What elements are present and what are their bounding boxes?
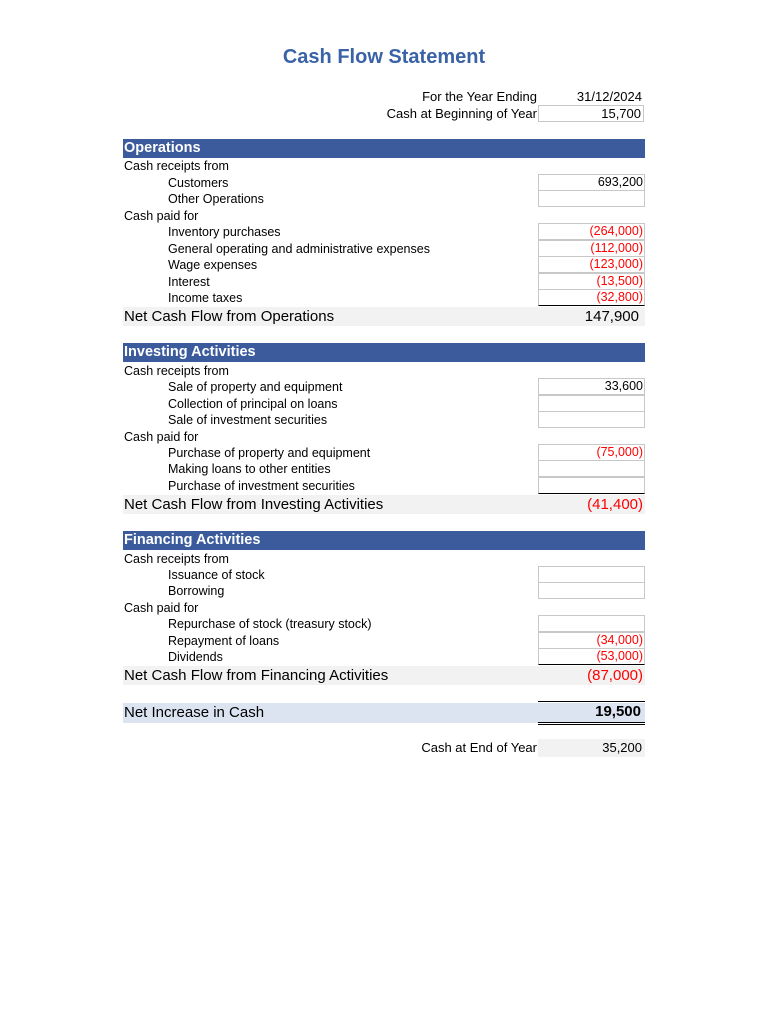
section-subheading: Cash receipts from [124,364,229,378]
cash-end-value: 35,200 [538,739,645,757]
line-item-label: Making loans to other entities [168,462,331,476]
line-item-value[interactable]: 693,200 [538,174,645,191]
line-item-label: Repurchase of stock (treasury stock) [168,617,372,631]
cash-begin-label: Cash at Beginning of Year [386,106,537,121]
line-item-value[interactable] [538,566,645,583]
line-item-value[interactable] [538,615,645,632]
operations-heading: Operations [123,139,645,158]
net-increase-row [123,703,645,723]
cash-end-row [123,739,645,757]
line-item-label: Inventory purchases [168,225,281,239]
line-item-label: General operating and administrative expenses [168,242,430,256]
line-item-label: Sale of property and equipment [168,380,343,394]
section-subheading: Cash paid for [124,430,199,444]
line-item-value[interactable] [538,190,645,207]
line-item-value[interactable] [538,460,645,477]
line-item-label: Repayment of loans [168,634,280,648]
line-item-value[interactable] [538,411,645,428]
operations-paid-label-row [123,208,645,224]
section-subheading: Cash paid for [124,209,199,223]
net-cash-investing-row [123,495,645,514]
year-ending-value[interactable]: 31/12/2024 [576,89,642,104]
net-cash-operations-row [123,307,645,326]
line-item [123,175,645,191]
line-item-label: Collection of principal on loans [168,397,338,411]
investing-receipts-label-row [123,363,645,379]
line-item-value[interactable]: (32,800) [538,289,645,306]
line-item [123,649,645,665]
net-cash-investing-label: Net Cash Flow from Investing Activities [124,496,384,513]
line-item [123,461,645,477]
line-item-label: Wage expenses [168,258,258,272]
line-item [123,241,645,257]
line-item [123,379,645,395]
line-item-value[interactable]: (53,000) [538,648,645,665]
line-item [123,445,645,461]
net-increase-value: 19,500 [538,701,645,725]
line-item-label: Dividends [168,650,223,664]
line-item [123,191,645,207]
line-item-value[interactable]: 33,600 [538,378,645,395]
section-subheading: Cash receipts from [124,159,229,173]
investing-paid-label-row [123,429,645,445]
line-item-value[interactable]: (123,000) [538,256,645,273]
line-item [123,633,645,649]
section-subheading: Cash paid for [124,601,199,615]
line-item [123,290,645,306]
line-item-label: Issuance of stock [168,568,265,582]
line-item [123,412,645,428]
line-item [123,224,645,240]
operations-receipts-label-row [123,158,645,174]
net-cash-operations-value: 147,900 [584,308,639,325]
line-item [123,257,645,273]
line-item [123,274,645,290]
line-item-label: Purchase of investment securities [168,479,355,493]
cash-end-label: Cash at End of Year [421,740,537,755]
net-cash-operations-label: Net Cash Flow from Operations [124,308,335,325]
section-subheading: Cash receipts from [124,552,229,566]
line-item-label: Borrowing [168,584,225,598]
line-item-value[interactable]: (34,000) [538,632,645,649]
line-item-label: Sale of investment securities [168,413,328,427]
line-item-label: Customers [168,176,229,190]
line-item-value[interactable]: (112,000) [538,240,645,257]
line-item-value[interactable]: (75,000) [538,444,645,461]
cash-begin-value[interactable]: 15,700 [538,105,644,122]
page-title: Cash Flow Statement [282,46,486,68]
line-item-label: Other Operations [168,192,264,206]
net-cash-financing-label: Net Cash Flow from Financing Activities [124,667,389,684]
line-item-value[interactable] [538,477,645,494]
line-item-value[interactable]: (264,000) [538,223,645,240]
line-item-label: Purchase of property and equipment [168,446,371,460]
financing-paid-label-row [123,600,645,616]
investing-heading: Investing Activities [123,343,645,362]
net-cash-financing-value: (87,000) [587,667,643,684]
line-item-label: Income taxes [168,291,243,305]
net-cash-financing-row [123,666,645,685]
line-item-value[interactable]: (13,500) [538,273,645,290]
line-item [123,396,645,412]
year-ending-label: For the Year Ending [422,89,537,104]
line-item-label: Interest [168,275,210,289]
line-item-value[interactable] [538,395,645,412]
line-item-value[interactable] [538,582,645,599]
line-item [123,583,645,599]
line-item [123,616,645,632]
line-item [123,478,645,494]
financing-receipts-label-row [123,551,645,567]
financing-heading: Financing Activities [123,531,645,550]
line-item [123,567,645,583]
net-increase-label: Net Increase in Cash [124,704,265,721]
net-cash-investing-value: (41,400) [587,496,643,513]
